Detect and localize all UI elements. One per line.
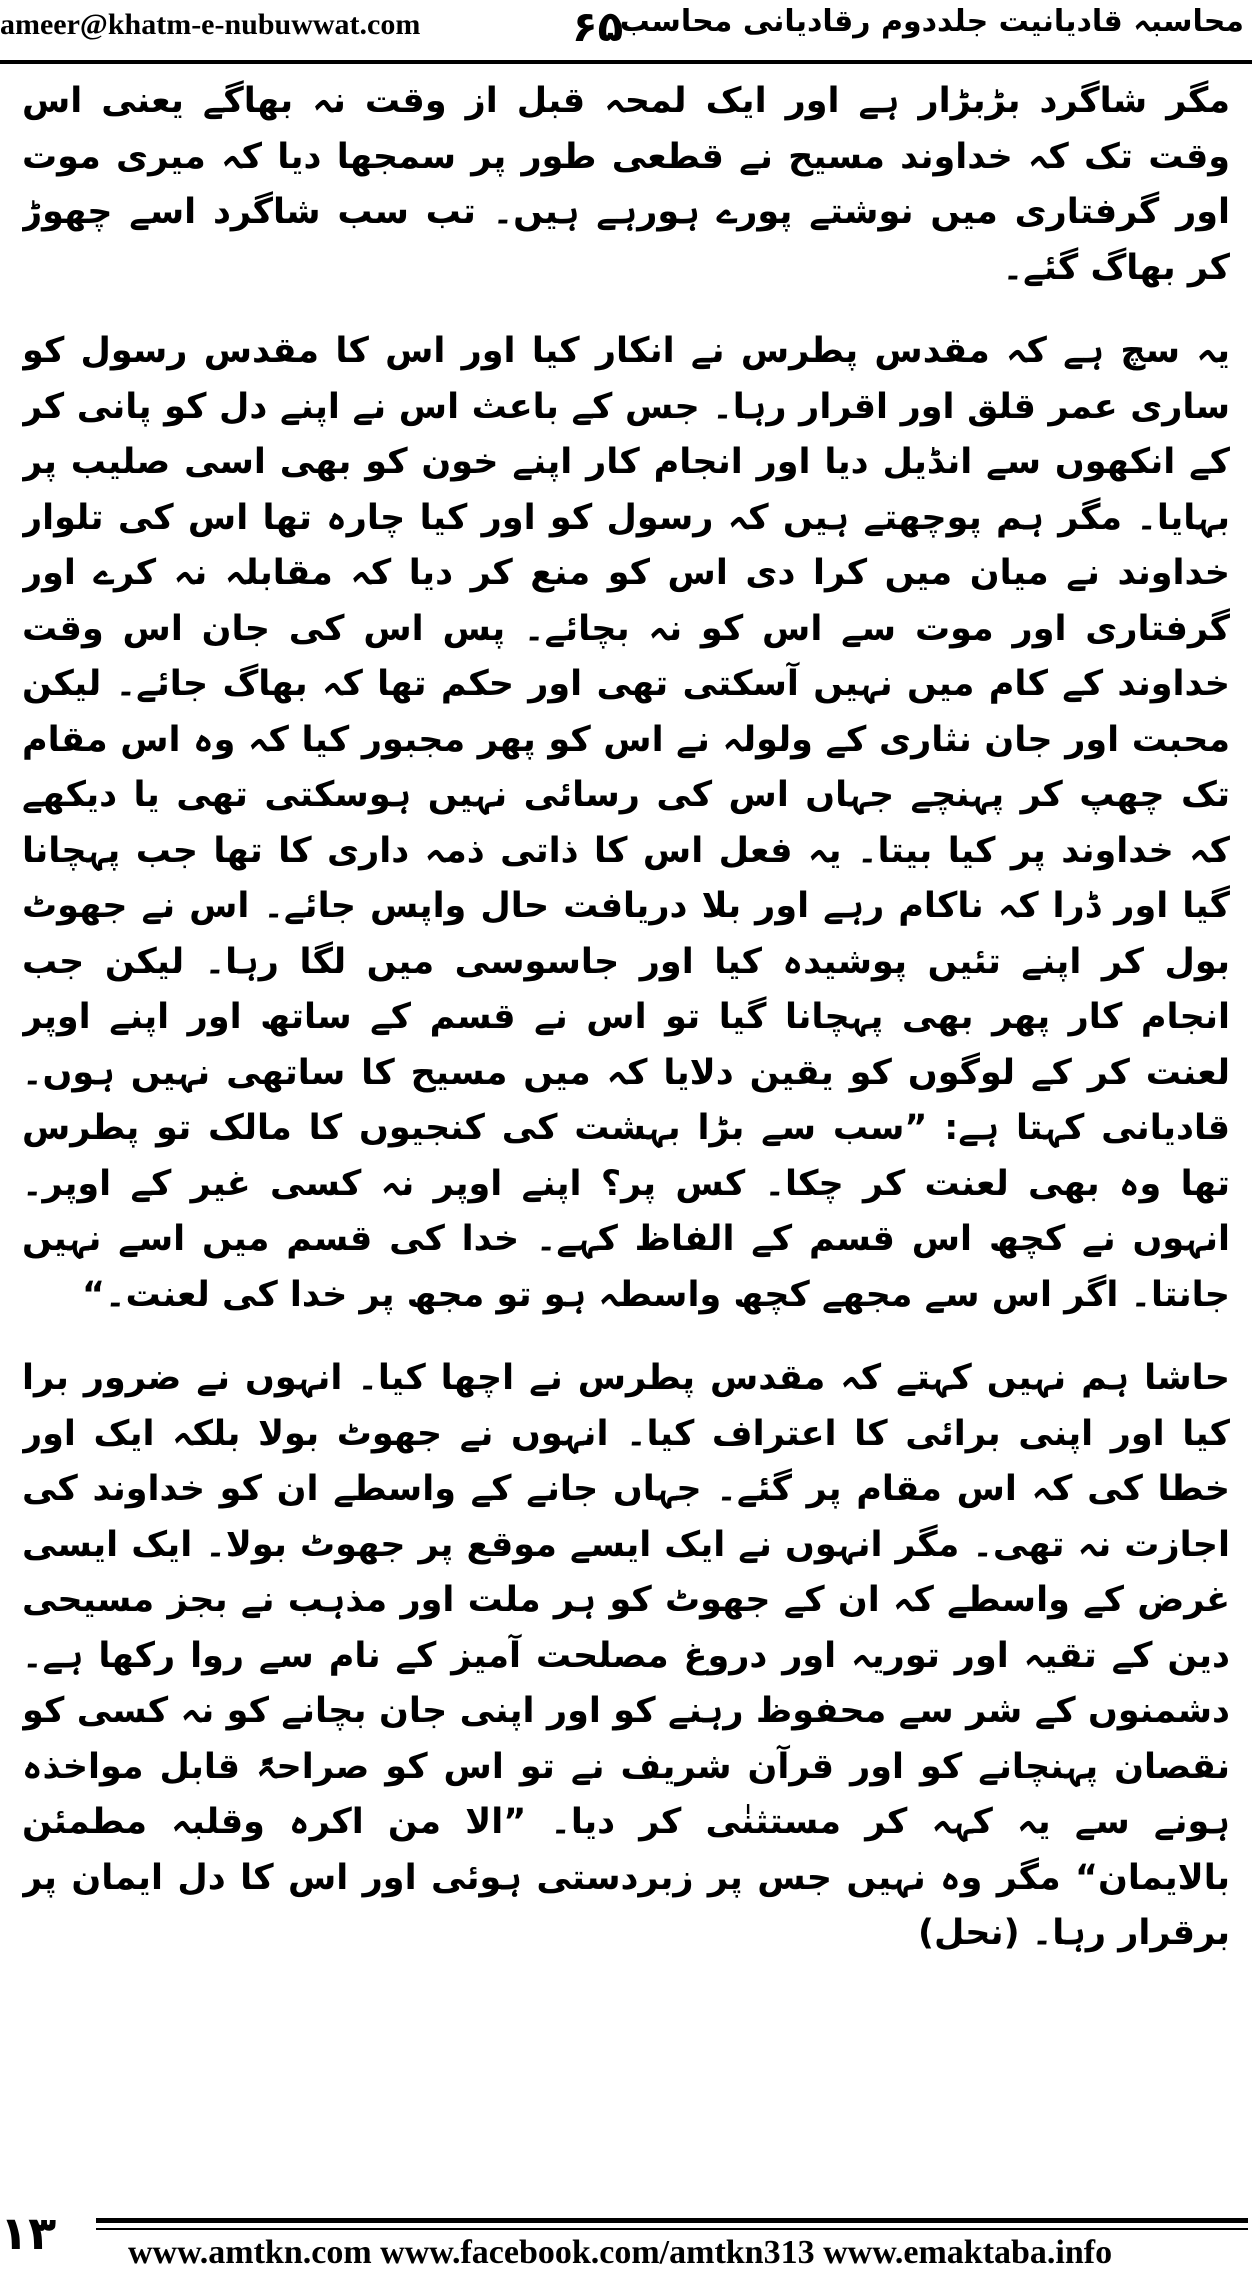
footer-divider: [96, 2218, 1248, 2223]
page-footer: [0, 2196, 1252, 2280]
book-title: محاسبہ قادیانیت جلددوم رقادیانی محاسب: [619, 4, 1244, 39]
footer-section-number: ۱۳: [0, 2206, 57, 2260]
header-divider: [0, 60, 1252, 64]
paragraph: حاشا ہم نہیں کہتے کہ مقدس پطرس نے اچھا کیا۔ انہوں نے ضرور برا کیا اور اپنی برائی کا اعتراف کیا۔ انہوں نے جھوٹ بولا بلکہ ایک اور خطا کی کہ اس مقام پر گئے۔ جہاں جانے کے واسطے ان کو خداوند کی اجازت نہ تھی۔ مگر انہوں نے ایک ایسے موقع پر جھوٹ بولا۔ ایک ایسی غرض کے واسطے کہ ان کے جھوٹ کو ہر ملت اور مذہب نے بجز مسیحی دین کے تقیہ اور توریہ اور دروغ مصلحت آمیز کے نام سے روا رکھا ہے۔ دشمنوں کے شر سے محفوظ رہنے کو اور اپنی جان بچانے کو نہ کسی کو نقصان پہنچانے کو اور قرآن شریف نے تو اس کو صراحۃً قابل مواخذہ ہونے سے یہ کہہ کر مستثنٰی کر دیا۔ ”الا من اکرہ وقلبہ مطمئن بالایمان“ مگر وہ نہیں جس پر زبردستی ہوئی اور اس کا دل ایمان پر برقرار رہا۔ (نحل): [22, 1358, 1230, 1953]
paragraph: مگر شاگرد بڑبڑار ہے اور ایک لمحہ قبل از وقت نہ بھاگے یعنی اس وقت تک کہ خداوند مسیح نے قطعی طور پر سمجھا دیا کہ میری موت اور گرفتاری میں نوشتے پورے ہورہے ہیں۔ تب سب شاگرد اسے چھوڑ کر بھاگ گئے۔: [22, 81, 1230, 288]
footer-divider-thin: [96, 2228, 1248, 2230]
header-email: ameer@khatm-e-nubuwwat.com: [0, 8, 421, 41]
page-header: [0, 0, 1252, 64]
page-number: ۶۵: [572, 2, 624, 51]
paragraph: یہ سچ ہے کہ مقدس پطرس نے انکار کیا اور اس کا مقدس رسول کو ساری عمر قلق اور اقرار رہا۔ جس کے باعث اس نے اپنے دل کو پانی کر کے انکھوں سے انڈیل دیا اور انجام کار اپنے خون کو بھی اسی صلیب پر بہایا۔ مگر ہم پوچھتے ہیں کہ رسول کو اور کیا چارہ تھا اس کی تلوار خداوند نے میان میں کرا دی اس کو منع کر دیا کہ مقابلہ نہ کرے اور گرفتاری اور موت سے اس کو نہ بچائے۔ پس اس کی جان اس وقت خداوند کے کام میں نہیں آسکتی تھی اور حکم تھا کہ بھاگ جائے۔ لیکن محبت اور جان نثاری کے ولولہ نے اس کو پھر مجبور کیا کہ وہ اس مقام تک چھپ کر پہنچے جہاں اس کی رسائی نہیں ہوسکتی تھی یا دیکھے کہ خداوند پر کیا بیتا۔ یہ فعل اس کا ذاتی ذمہ داری کا تھا جب پہچانا گیا اور ڈرا کہ ناکام رہے اور بلا دریافت حال واپس جائے۔ اس نے جھوٹ بول کر اپنے تئیں پوشیدہ کیا اور جاسوسی میں لگا رہا۔ لیکن جب انجام کار پھر بھی پہچانا گیا تو اس نے قسم کے ساتھ اور اپنے اوپر لعنت کر کے لوگوں کو یقین دلایا کہ میں مسیح کا ساتھی نہیں ہوں۔ قادیانی کہتا ہے: ”سب سے بڑا بہشت کی کنجیوں کا مالک تو پطرس تھا وہ بھی لعنت کر چکا۔ کس پر؟ اپنے اوپر نہ کسی غیر کے اوپر۔ انہوں نے کچھ اس قسم کے الفاظ کہے۔ خدا کی قسم میں اسے نہیں جانتا۔ اگر اس سے مجھے کچھ واسطہ ہو تو مجھ پر خدا کی لعنت۔“: [22, 331, 1230, 1315]
page-body: [22, 74, 1230, 2174]
footer-links: www.amtkn.com www.facebook.com/amtkn313 www.emaktaba.info: [128, 2234, 1113, 2271]
